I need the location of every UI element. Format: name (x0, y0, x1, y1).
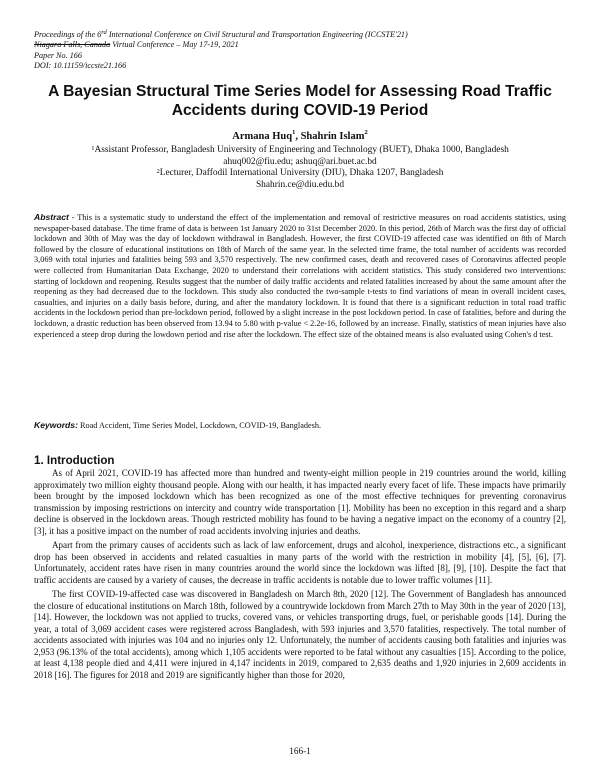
header-line-1: Proceedings of the 6rd International Conference on Civil Structural and Transportation Engineering (ICCSTE'21) (34, 29, 408, 39)
struck-venue: Niagara Falls, Canada (34, 40, 111, 50)
keywords-label: Keywords: (34, 420, 78, 430)
author-1: Armana Huq (232, 131, 293, 142)
doi: DOI: 10.11159/iccste21.166 (34, 61, 127, 71)
header-line-2: Niagara Falls, Canada Virtual Conference – May 17-19, 2021 (34, 40, 239, 50)
abstract (34, 212, 566, 340)
paper-title: A Bayesian Structural Time Series Model for Assessing Road Traffic Accidents during COVID-19 Period (48, 83, 552, 119)
section-heading: 1. Introduction (34, 454, 115, 467)
affiliations (0, 145, 600, 191)
affiliation-2-email: Shahrin.ce@diu.edu.bd (255, 179, 345, 190)
paper-number: Paper No. 166 (34, 50, 82, 60)
page-number: 166-1 (289, 746, 311, 756)
author-2: Shahrin Islam (300, 131, 365, 142)
abstract-label: Abstract (34, 212, 69, 222)
affiliation-2: $^2$Lecturer, Daffodil International University (DIU), Dhaka 1207, Bangladesh (156, 168, 444, 179)
affiliation-1: $^1$Assistant Professor, Bangladesh University of Engineering and Technology (BUET), Dhaka 1000, Bangladesh (91, 145, 509, 155)
keywords (34, 420, 566, 432)
paragraph: The first COVID-19-affected case was discovered in Bangladesh on March 8th, 2020 [12]. The Government of Bangladesh has announced the closure of educational institutions on March 18th, followed by a countrywide lockdown from March 27th to May 30th in the year of 2020 [13], [14]. However, the lockdown was not applied to trucks, covered vans, or vehicles transporting drugs, fuel, or perishable goods [14]. During the year, a total of 3,069 accident cases were registered across Bangladesh, with 593 injuries and 3,570 fatalities, respectively. The total number of accidents associated with injuries was 104 and no injuries only 12. Unfortunately, the number of accidents causing both fatalities and injuries was 2,953 (96.13% of the total accidents), among which 1,105 accidents were reported to be fatal without any casualties [15]. According to the police, at least 4,138 people died and 4,411 were injured in 4,147 incidents in 2019, compared to 2,635 deaths and 1,920 injuries in 2,609 accidents in 2018 [16]. The figures for 2018 and 2019 are significantly higher than those for 2020, (34, 589, 566, 680)
introduction-body (34, 468, 566, 684)
paragraph: As of April 2021, COVID-19 has affected more than hundred and twenty-eight million people in 219 countries around the world, killing approximately two million eighty thousand people. Along with our health, it has impacted nearly every facet of life. These impacts have primarily been brought by the imposed lockdown which has been recognized as one of the most effective techniques for preventing coronavirus transmission by imposing restrictions on intercity and country wide transportation [1]. Mobility has been no exception in this regard and a sharp decline is observed in the lockdown areas. Though restricted mobility has found to be having a negative impact on the economy of a country [2], [3], it has a positive impact on the number of road accidents involving injuries and deaths. (34, 468, 566, 536)
author-list: Armana Huq$^1$, Shahrin Islam$^2$ (232, 129, 368, 142)
affiliation-1-email: ahuq002@fiu.edu; ashuq@ari.buet.ac.bd (223, 156, 377, 167)
paragraph: Apart from the primary causes of accidents such as lack of law enforcement, drugs and alcohol, inexperience, distractions etc., a significant drop has been observed in accidents and related casualties in many parts of the world with the restriction in mobility [4], [5], [6], [7]. Unfortunately, accident rates have risen in many countries around the world since the lockdown was lifted [8], [9], [10]. Despite the fact that traffic accidents are caused by a variety of causes, the decrease in traffic accidents is notable due to lower traffic volumes [11]. (34, 540, 566, 585)
keywords-text: Road Accident, Time Series Model, Lockdown, COVID-19, Bangladesh. (77, 421, 322, 430)
abstract-text: - This is a systematic study to understand the effect of the implementation and removal of restrictive measures on road accidents statistics, using newspaper-based database. The time frame of data is between 1st January 2020 to 31st December 2020. In this period, 26th of March was the first day of official lockdown and 30th of May was the day of lockdown withdrawal in Bangladesh. However, the first COVID-19 affected case was identified on 8th of March followed by the closure of educational institutions on 18th of March of the same year. In the selected time frame, the total number of accidents was recorded 3,069 with total injuries and fatalities being 593 and 3,570 respectively. The new confirmed cases, death and recovered cases of Coronavirus affected people were collected from Humanitarian Data Exchange, 2020 to understand their correlations with accident statistics. This study considered two interventions: starting of lockdown and reopening. Results suggest that the number of daily traffic accidents and related fatalities increased by about the same amount after the reopening as they had decreased due to the lockdown. This study also conducted the two-sample t-tests to find variations of mean in overall incident cases, casualties, and injuries on a daily basis before, during, and after the mandatory lockdown. It is found that there is a significant reduction in total road traffic accidents in the lockdown period than pre-lockdown period, followed by a slight increase in the post lockdown period. In case of fatalities, before and during the lockdown, a drastic reduction has been observed from 13.94 to 5.80 with p-value < 2.2e-16, followed by an increase. Finally, statistics of mean injuries have also experienced a steep drop during the lowdown period and rise after the lockdown. The effect size of the obtained means is also evaluated using Cohen's d test. (34, 213, 566, 339)
proceedings-header (34, 30, 408, 72)
